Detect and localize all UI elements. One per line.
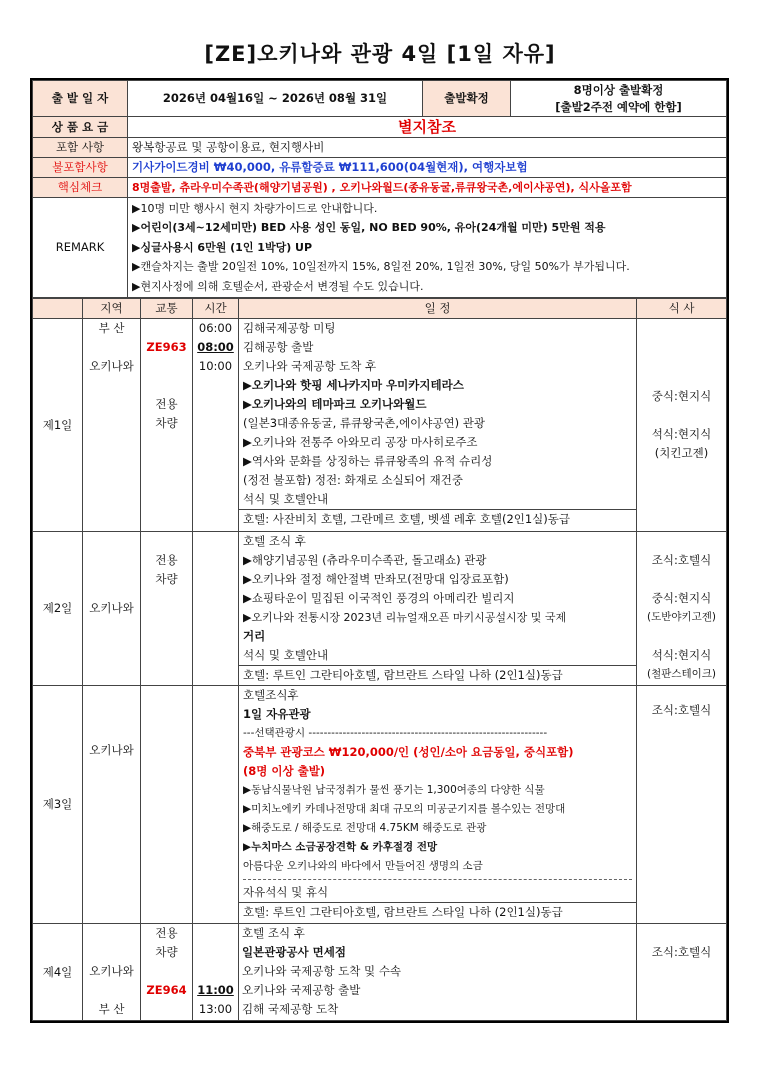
- schedule-line: ▶오키나와 절정 해안절벽 만좌모(전망대 입장료포함): [243, 572, 509, 586]
- schedule-line: 오키나와 국제공항 출발: [242, 983, 361, 997]
- schedule-line: (8명 이상 출발): [243, 764, 326, 778]
- schedule-line: ▶동남식물낙원 남국정취가 물씬 풍기는 1,300여종의 다양한 식물: [243, 784, 545, 796]
- day-label: 제4일: [33, 924, 83, 1021]
- confirm-value: [511, 81, 727, 117]
- day-times: [193, 686, 239, 924]
- core-value: 8명출발, 츄라우미수족관(해양기념공원) , 오키나와월드(종유동굴,류큐왕국촌,에이샤공연), 식사올포함: [128, 178, 727, 198]
- schedule-line: 1일 자유관광: [243, 707, 311, 721]
- schedule-line: 오키나와 국제공항 도착 및 수속: [242, 964, 402, 978]
- meal-text: 조식:호텔식: [651, 703, 712, 717]
- meal-text: 석식:현지식: [651, 648, 712, 662]
- region-text: 부 산: [98, 1002, 125, 1016]
- day-meals: [637, 686, 727, 924]
- region-text: 오키나와: [89, 964, 134, 978]
- schedule-line: 석식 및 호텔안내: [243, 492, 329, 506]
- schedule-line: (정전 불포함) 정전: 화재로 소실되어 재건중: [243, 473, 463, 487]
- region-text: 부 산: [98, 321, 125, 335]
- day-label: 제1일: [33, 319, 83, 532]
- page-title: [ZE]오키나와 관광 4일 [1일 자유]: [204, 42, 556, 66]
- schedule-line: ▶미치노에키 카데나전망대 최대 규모의 미공군기지를 볼수있는 전망대: [243, 803, 566, 815]
- time-text: 11:00: [197, 983, 234, 997]
- day-schedule: [239, 532, 637, 686]
- day-region: [83, 924, 141, 1021]
- confirm-label: 출발확정: [423, 81, 511, 117]
- include-value: 왕복항공료 및 공항이용료, 현지행사비: [128, 138, 727, 158]
- time-text: 13:00: [198, 1002, 233, 1016]
- schedule-line: ---선택관광시 ---------------------------------------------------------------: [243, 727, 548, 739]
- info-table: [32, 80, 727, 298]
- schedule-table: [32, 298, 727, 1021]
- time-text: 08:00: [197, 340, 234, 354]
- schedule-line: ▶오키나와 핫핑 세나카지마 우미카지테라스: [243, 378, 464, 392]
- schedule-line: ▶오키나와 전통주 아와모리 공장 마사히로주조: [243, 435, 478, 449]
- schedule-line: 호텔조식후: [243, 688, 299, 702]
- transport-text: 전용: [155, 553, 178, 567]
- day-meals: [637, 319, 727, 532]
- hotel-info: 호텔: 루트인 그란티아호텔, 람브란트 스타일 나하 (2인1실)동급: [239, 665, 636, 685]
- day-label: 제3일: [33, 686, 83, 924]
- exclude-value: 기사가이드경비 ₩40,000, 유류할증료 ₩111,600(04월현재), 여행자보험: [128, 158, 727, 178]
- day-times: [193, 319, 239, 532]
- schedule-line: 김해국제공항 미팅: [243, 321, 336, 335]
- schedule-line: 호텔 조식 후: [242, 926, 305, 940]
- transport-text: 차량: [155, 572, 178, 586]
- col-day: [33, 299, 83, 319]
- day-meals: [637, 924, 727, 1021]
- hotel-info: 호텔: 루트인 그란티아호텔, 람브란트 스타일 나하 (2인1실)동급: [239, 902, 636, 922]
- depart-value: 2026년 04월16일 ~ 2026년 08월 31일: [128, 81, 423, 117]
- remark-label: REMARK: [33, 198, 128, 298]
- day-region: 오키나와: [83, 686, 141, 924]
- transport-text: 차량: [155, 945, 178, 959]
- depart-label: 출 발 일 자: [33, 81, 128, 117]
- day-label: 제2일: [33, 532, 83, 686]
- day-schedule: [239, 686, 637, 924]
- schedule-line: 아름다운 오키나와의 바다에서 만들어진 생명의 소금: [243, 860, 483, 872]
- day-region: 오키나와: [83, 532, 141, 686]
- day-meals: [637, 532, 727, 686]
- transport-text: 전용: [155, 926, 178, 940]
- schedule-line: ▶오키나와의 테마파크 오키나와월드: [243, 397, 427, 411]
- schedule-line: ▶해양기념공원 (츄라우미수족관, 돌고래쇼) 관광: [243, 553, 487, 567]
- transport-text: 차량: [155, 416, 178, 430]
- col-schedule: 일 정: [239, 299, 637, 319]
- schedule-line: ▶해중도로 / 해중도로 전망대 4.75KM 해중도로 관광: [243, 822, 487, 834]
- day-region: [83, 319, 141, 532]
- remark-list: [128, 198, 727, 298]
- schedule-line: ▶역사와 문화를 상징하는 류큐왕족의 유적 슈리성: [243, 454, 493, 468]
- day-transport: [141, 924, 193, 1021]
- core-label: 핵심체크: [33, 178, 128, 198]
- time-text: 06:00: [198, 321, 233, 335]
- day-schedule: [239, 319, 637, 532]
- col-transport: 교통: [141, 299, 193, 319]
- day-schedule: [239, 924, 637, 1021]
- meal-text: (도반야키고젠): [646, 611, 717, 623]
- schedule-line: 김해 국제공항 도착: [242, 1002, 339, 1016]
- meal-text: 조식:호텔식: [651, 553, 712, 567]
- hotel-info: 호텔: 사잔비치 호텔, 그란메르 호텔, 벳셀 레후 호텔(2인1실)동급: [239, 509, 636, 529]
- flight-code: ZE964: [146, 983, 187, 997]
- schedule-line: 일본관광공사 면세점: [242, 945, 346, 959]
- meal-text: 중식:현지식: [651, 591, 712, 605]
- schedule-line: 오키나와 국제공항 도착 후: [243, 359, 377, 373]
- meal-text: (철판스테이크): [646, 668, 717, 680]
- include-label: 포함 사항: [33, 138, 128, 158]
- time-text: 10:00: [198, 359, 233, 373]
- meal-text: 석식:현지식: [651, 427, 712, 441]
- meal-text: (치킨고젠): [654, 446, 709, 460]
- col-meal: 식 사: [637, 299, 727, 319]
- day-transport: [141, 686, 193, 924]
- exclude-label: 불포함사항: [33, 158, 128, 178]
- meal-text: 중식:현지식: [651, 389, 712, 403]
- schedule-line: 석식 및 호텔안내: [243, 648, 329, 662]
- schedule-line: 거리: [243, 629, 266, 643]
- schedule-line: (일본3대종유동굴, 류큐왕국촌,에이샤공연) 관광: [243, 416, 485, 430]
- day-times: [193, 924, 239, 1021]
- col-region: 지역: [83, 299, 141, 319]
- day-transport: [141, 532, 193, 686]
- schedule-line: 자유석식 및 휴식: [243, 885, 329, 899]
- meal-text: 조식:호텔식: [651, 945, 712, 959]
- divider: [243, 879, 632, 880]
- schedule-line: 김해공항 출발: [243, 340, 314, 354]
- remark-item: ▶싱글사용시 6만원 (1인 1박당) UP: [132, 240, 313, 254]
- flight-code: ZE963: [146, 340, 187, 354]
- remark-item: ▶캔슬차지는 출발 20일전 10%, 10일전까지 15%, 8일전 20%, 1일전 30%, 당일 50%가 부가됩니다.: [132, 260, 630, 274]
- price-value: 별지참조: [128, 117, 727, 138]
- remark-item: ▶현지사정에 의해 호텔순서, 관광순서 변경될 수도 있습니다.: [132, 279, 424, 293]
- remark-item: ▶10명 미만 행사시 현지 차량가이드로 안내합니다.: [132, 201, 378, 215]
- confirm-value-line2: [출발2주전 예약에 한함]: [555, 99, 682, 114]
- schedule-line: 호텔 조식 후: [243, 534, 306, 548]
- remark-item: ▶어린이(3세~12세미만) BED 사용 성인 동일, NO BED 90%, 유아(24개월 미만) 5만원 적용: [132, 221, 606, 235]
- schedule-line: ▶오키나와 전통시장 2023년 리뉴얼재오픈 마키시공설시장 및 국제: [243, 611, 567, 624]
- schedule-line: 중북부 관광코스 ₩120,000/인 (성인/소아 요금동일, 중식포함): [243, 745, 574, 759]
- schedule-line: ▶쇼핑타운이 밀집된 이국적인 풍경의 아메리칸 빌리지: [243, 591, 515, 605]
- col-time: 시간: [193, 299, 239, 319]
- schedule-line: ▶누치마스 소금공장견학 & 카후절경 전망: [243, 841, 438, 853]
- day-transport: [141, 319, 193, 532]
- itinerary-sheet: [30, 78, 729, 1023]
- confirm-value-line1: 8명이상 출발확정: [573, 82, 664, 97]
- day-times: [193, 532, 239, 686]
- price-label: 상 품 요 금: [33, 117, 128, 138]
- transport-text: 전용: [155, 397, 178, 411]
- region-text: 오키나와: [89, 359, 134, 373]
